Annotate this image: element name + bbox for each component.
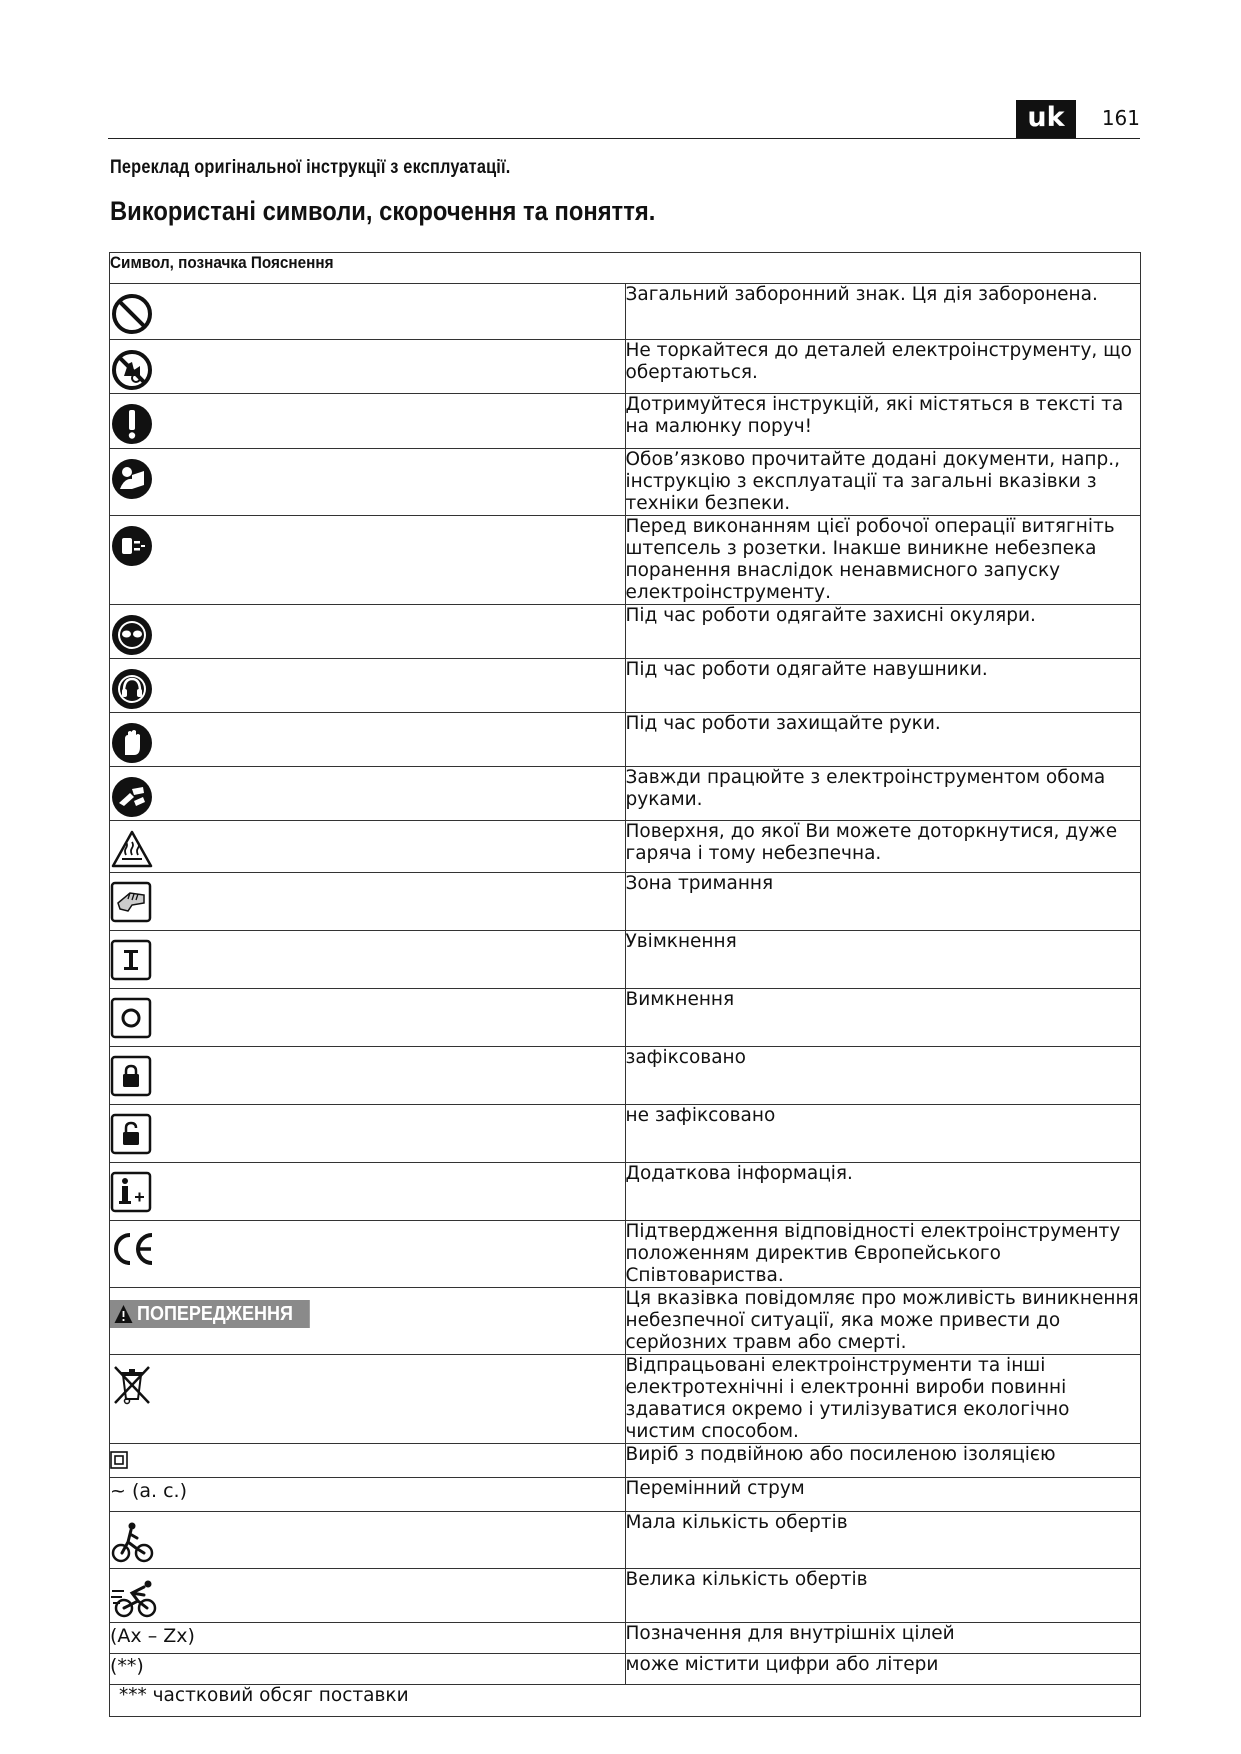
symbol-cell (110, 340, 626, 394)
symbol-cell (110, 1512, 626, 1569)
prohibition-icon (110, 292, 625, 336)
info-plus-icon (110, 1171, 625, 1213)
symbol-cell (110, 659, 626, 713)
unplug-icon (110, 524, 625, 568)
table-row (110, 767, 1141, 821)
warning-badge-text: ПОПЕРЕДЖЕННЯ (137, 1302, 293, 1325)
internal-id-symbol: (Ax – Zx) (110, 1625, 195, 1647)
table-header-text: Символ, позначка Пояснення (110, 253, 334, 272)
power-on-icon (110, 939, 625, 981)
ear-protection-icon (110, 667, 625, 711)
symbol-cell (110, 394, 626, 449)
explanation-cell: Виріб з подвійною або посиленою ізоляцією (625, 1444, 1141, 1478)
ce-mark-icon (110, 1229, 625, 1269)
table-row (110, 284, 1141, 340)
explanation-cell: Перед виконанням цієї робочої операції витягніть штепсель з розетки. Інакше виникне небезпека поранення внаслідок ненавмисного запуску електроінструменту. (625, 516, 1141, 605)
safety-goggles-icon (110, 613, 625, 657)
warning-badge-icon (110, 1300, 310, 1328)
symbol-cell (110, 516, 626, 605)
table-row (110, 1444, 1141, 1478)
power-off-icon (110, 997, 625, 1039)
two-hands-icon (110, 775, 625, 819)
explanation-cell: Під час роботи одягайте захисні окуляри. (625, 605, 1141, 659)
table-row (110, 1288, 1141, 1355)
table-footer-cell: *** частковий обсяг поставки (110, 1685, 1141, 1717)
explanation-cell: Обов’язково прочитайте додані документи, напр., інструкцію з експлуатації та загальні вказівки з техніки безпеки. (625, 449, 1141, 516)
exclamation-icon (110, 402, 625, 446)
explanation-cell: Увімкнення (625, 931, 1141, 989)
explanation-cell: зафіксовано (625, 1047, 1141, 1105)
symbol-cell (110, 1355, 626, 1444)
table-header-cell (110, 253, 1141, 284)
section-title: Використані символи, скорочення та поняття. (110, 196, 656, 226)
explanation-cell: Поверхня, до якої Ви можете доторкнутися, дуже гаряча і тому небезпечна. (625, 821, 1141, 873)
locked-icon (110, 1055, 625, 1097)
table-row (110, 1105, 1141, 1163)
warning-triangle-icon (114, 1304, 134, 1324)
symbols-table (109, 252, 1141, 1717)
table-row (110, 605, 1141, 659)
explanation-cell: Позначення для внутрішніх цілей (625, 1623, 1141, 1654)
table-row (110, 821, 1141, 873)
table-row (110, 1654, 1141, 1685)
explanation-cell: Дотримуйтеся інструкцій, які містяться в тексті та на малюнку поруч! (625, 394, 1141, 449)
table-row (110, 1512, 1141, 1569)
explanation-cell: Під час роботи одягайте навушники. (625, 659, 1141, 713)
symbol-cell (110, 1569, 626, 1623)
table-footer-row (110, 1685, 1141, 1717)
slow-cyclist-icon (110, 1520, 625, 1564)
document-subtitle: Переклад оригінальної інструкції з експлуатації. (110, 157, 511, 178)
table-row (110, 516, 1141, 605)
explanation-cell: Відпрацьовані електроінструменти та інші електротехнічні і електронні вироби повинні здаватися окремо і утилізуватися екологічно чистим способом. (625, 1355, 1141, 1444)
table-row (110, 659, 1141, 713)
ac-symbol: ~ (a. c.) (110, 1480, 187, 1502)
table-row (110, 1355, 1141, 1444)
page-header (108, 100, 1140, 139)
hot-surface-icon (110, 829, 625, 869)
double-insulation-icon (110, 1451, 625, 1469)
table-row (110, 1478, 1141, 1512)
symbol-cell (110, 1478, 626, 1512)
table-row (110, 1569, 1141, 1623)
fast-cyclist-icon (110, 1577, 625, 1619)
symbol-cell (110, 1047, 626, 1105)
explanation-cell: Велика кількість обертів (625, 1569, 1141, 1623)
symbol-cell (110, 821, 626, 873)
explanation-cell: Вимкнення (625, 989, 1141, 1047)
language-badge: uk (1016, 100, 1076, 138)
table-row (110, 989, 1141, 1047)
table-row (110, 449, 1141, 516)
unlocked-icon (110, 1113, 625, 1155)
explanation-cell: Додаткова інформація. (625, 1163, 1141, 1221)
table-row (110, 873, 1141, 931)
variant-symbol: (**) (110, 1655, 144, 1677)
symbol-cell (110, 931, 626, 989)
table-row (110, 931, 1141, 989)
gloves-icon (110, 721, 625, 765)
table-header-row (110, 253, 1141, 284)
symbol-cell (110, 284, 626, 340)
table-row (110, 1163, 1141, 1221)
explanation-cell: Загальний заборонний знак. Ця дія заборонена. (625, 284, 1141, 340)
grip-zone-icon (110, 881, 625, 923)
symbol-cell (110, 605, 626, 659)
explanation-cell: Під час роботи захищайте руки. (625, 713, 1141, 767)
explanation-cell: Зона тримання (625, 873, 1141, 931)
symbol-cell (110, 1288, 626, 1355)
symbol-cell (110, 767, 626, 821)
table-row (110, 713, 1141, 767)
explanation-cell: може містити цифри або літери (625, 1654, 1141, 1685)
weee-bin-icon (110, 1363, 625, 1407)
explanation-cell: Не торкайтеся до деталей електроінструменту, що обертаються. (625, 340, 1141, 394)
page-number: 161 (1101, 106, 1140, 130)
symbol-cell (110, 1163, 626, 1221)
symbol-cell (110, 1221, 626, 1288)
explanation-cell: Ця вказівка повідомляє про можливість виникнення небезпечної ситуації, яка може привести до серйозних травм або смерті. (625, 1288, 1139, 1353)
do-not-touch-rotating-parts-icon (110, 348, 625, 392)
symbol-cell (110, 449, 626, 516)
table-row (110, 1623, 1141, 1654)
symbol-cell (110, 989, 626, 1047)
symbol-cell (110, 1444, 626, 1478)
explanation-cell: Завжди працюйте з електроінструментом обома руками. (625, 767, 1141, 821)
explanation-cell: Перемінний струм (625, 1478, 1141, 1512)
symbol-cell (110, 1654, 626, 1685)
symbol-cell (110, 873, 626, 931)
explanation-cell: Мала кількість обертів (625, 1512, 1141, 1569)
explanation-cell: Підтвердження відповідності електроінструменту положенням директив Європейського Співтовариства. (625, 1221, 1141, 1288)
table-row (110, 1047, 1141, 1105)
symbol-cell (110, 1623, 626, 1654)
table-row (110, 1221, 1141, 1288)
symbol-cell (110, 1105, 626, 1163)
table-row (110, 340, 1141, 394)
read-manual-icon (110, 457, 625, 501)
table-row (110, 394, 1141, 449)
explanation-cell: не зафіксовано (625, 1105, 1141, 1163)
symbol-cell (110, 713, 626, 767)
